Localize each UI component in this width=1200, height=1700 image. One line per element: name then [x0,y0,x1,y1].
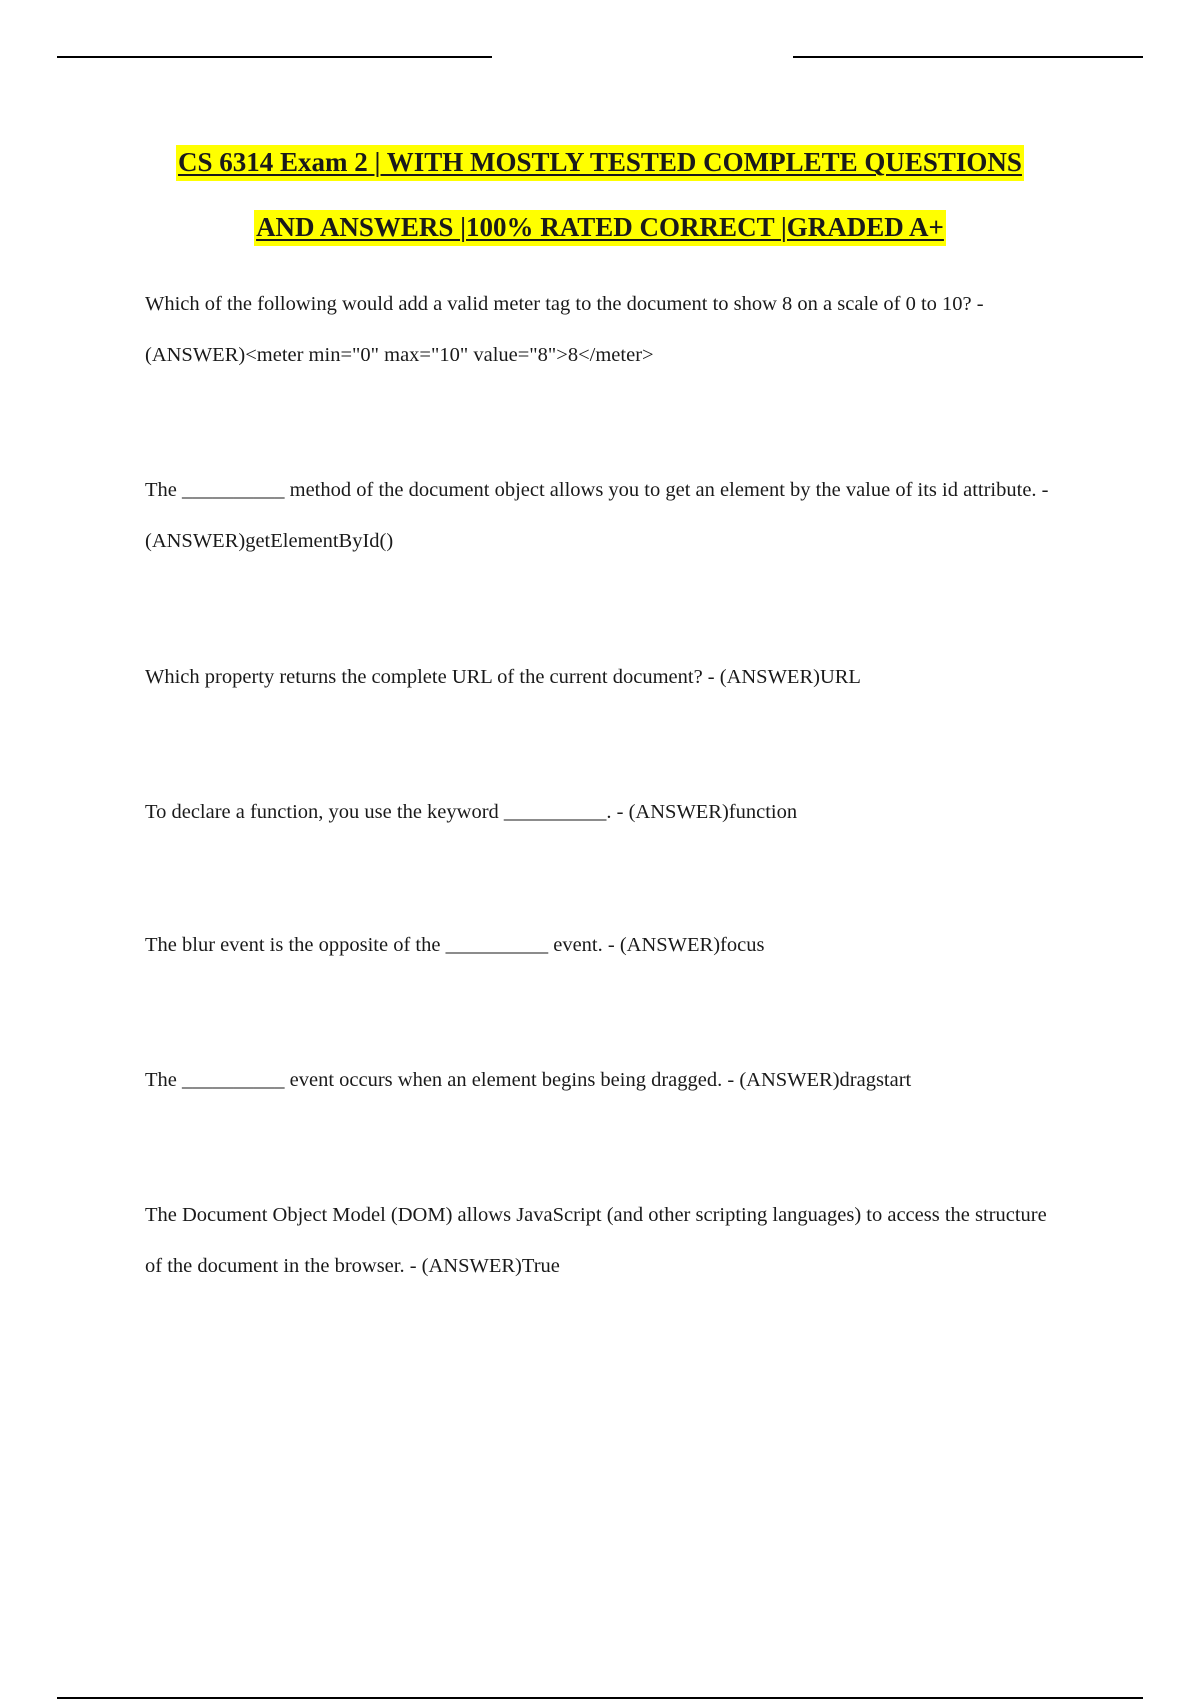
header-rule-left [57,56,492,58]
document-title-line-1 [0,149,1200,176]
question-6: The __________ event occurs when an element begins being dragged. - (ANSWER)dragstart [145,1069,912,1091]
title-highlight-1: CS 6314 Exam 2 | WITH MOSTLY TESTED COMPLETE QUESTIONS [176,145,1024,181]
question-2: The __________ method of the document object allows you to get an element by the value of its id attribute. - (ANSWER)getElementById() [145,479,1049,552]
footer-rule [57,1697,1143,1699]
question-4: To declare a function, you use the keyword __________. - (ANSWER)function [145,801,798,823]
question-1: Which of the following would add a valid meter tag to the document to show 8 on a scale of 0 to 10? - (ANSWER)<meter min="0" max="10" value="8">8</meter> [145,293,984,366]
question-7: The Document Object Model (DOM) allows JavaScript (and other scripting languages) to access the structure of the document in the browser. - (ANSWER)True [145,1204,1047,1277]
title-highlight-2: AND ANSWERS |100% RATED CORRECT |GRADED A+ [254,210,946,246]
question-5: The blur event is the opposite of the __________ event. - (ANSWER)focus [145,934,765,956]
document-title-line-2 [0,214,1200,241]
header-rule-right [793,56,1143,58]
question-3: Which property returns the complete URL of the current document? - (ANSWER)URL [145,666,861,688]
